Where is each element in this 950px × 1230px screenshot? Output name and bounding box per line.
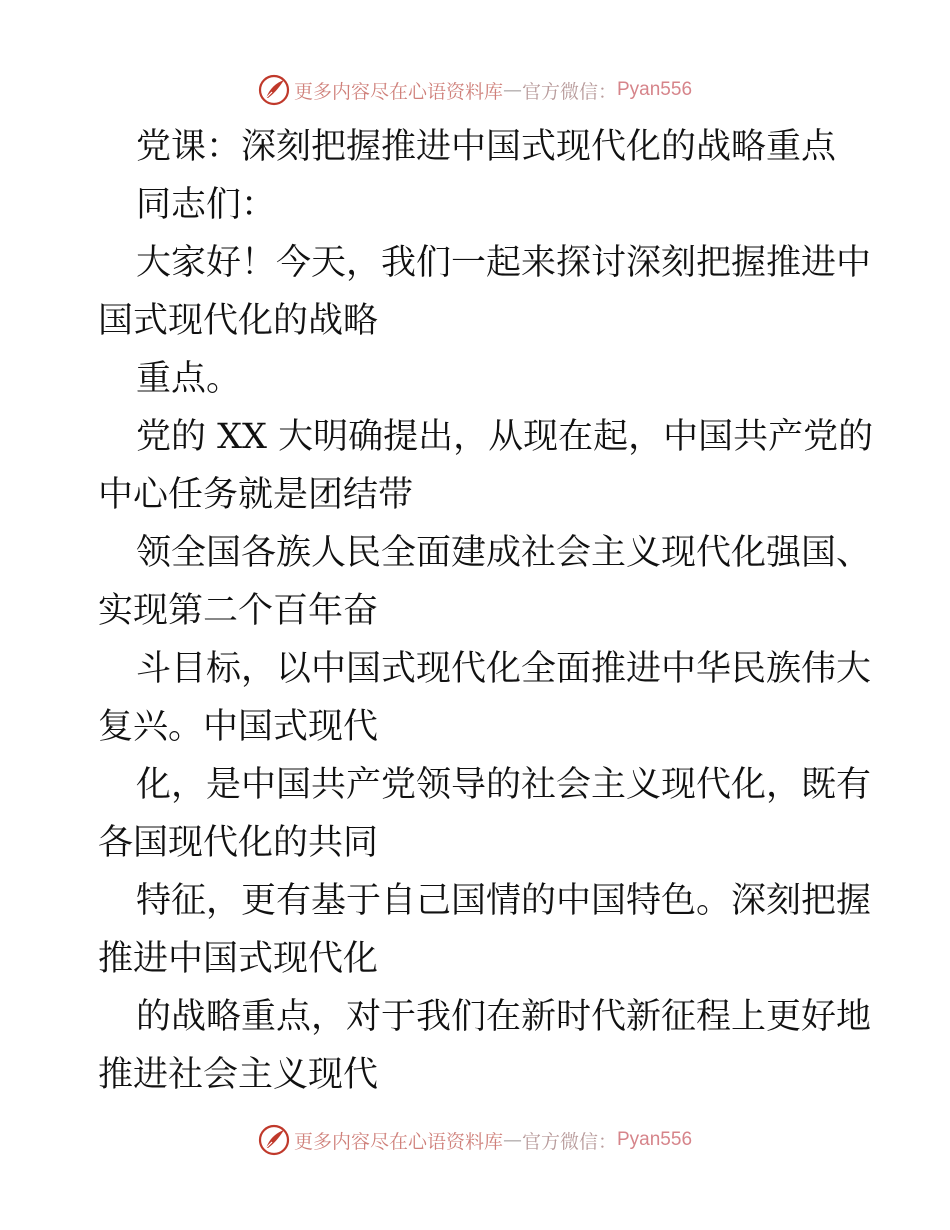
document-title: 党课：深刻把握推进中国式现代化的战略重点 bbox=[136, 127, 837, 167]
text-line: 特征，更有基于自己国情的中国特色。深刻把握 bbox=[136, 881, 872, 921]
watermark-dash: — bbox=[502, 79, 522, 101]
text-line: 重点。 bbox=[136, 359, 242, 399]
text-line: 国式现代化的战略 bbox=[98, 301, 379, 341]
feather-pen-logo-icon bbox=[258, 1124, 290, 1156]
watermark-wechat-id: Pyan556 bbox=[617, 79, 693, 100]
footer-watermark bbox=[0, 1120, 950, 1160]
text-line: 推进社会主义现代 bbox=[98, 1055, 379, 1095]
watermark-wechat-label: 官方微信： bbox=[521, 1130, 617, 1153]
watermark-wechat-id: Pyan556 bbox=[617, 1129, 693, 1150]
header-watermark bbox=[0, 70, 950, 110]
text-line: 各国现代化的共同 bbox=[98, 823, 379, 863]
feather-pen-logo-icon bbox=[258, 74, 290, 106]
text-line: 中心任务就是团结带 bbox=[98, 475, 414, 515]
document-body bbox=[98, 118, 878, 1104]
text-line: 化，是中国共产党领导的社会主义现代化，既有 bbox=[136, 765, 872, 805]
watermark-title: 更多内容尽在心语资料库 bbox=[293, 80, 503, 103]
text-line: 党的 XX 大明确提出，从现在起，中国共产党的 bbox=[136, 417, 874, 457]
text-line: 同志们： bbox=[136, 185, 277, 225]
text-line: 的战略重点，对于我们在新时代新征程上更好地 bbox=[136, 997, 872, 1037]
text-line: 推进中国式现代化 bbox=[98, 939, 379, 979]
text-line: 大家好！今天，我们一起来探讨深刻把握推进中 bbox=[136, 243, 872, 283]
watermark-title: 更多内容尽在心语资料库 bbox=[293, 1130, 503, 1153]
text-line: 实现第二个百年奋 bbox=[98, 591, 379, 631]
text-line: 复兴。中国式现代 bbox=[98, 707, 379, 747]
watermark-dash: — bbox=[502, 1129, 522, 1151]
text-line: 领全国各族人民全面建成社会主义现代化强国、 bbox=[136, 533, 872, 573]
text-line: 斗目标，以中国式现代化全面推进中华民族伟大 bbox=[136, 649, 872, 689]
watermark-wechat-label: 官方微信： bbox=[521, 80, 617, 103]
